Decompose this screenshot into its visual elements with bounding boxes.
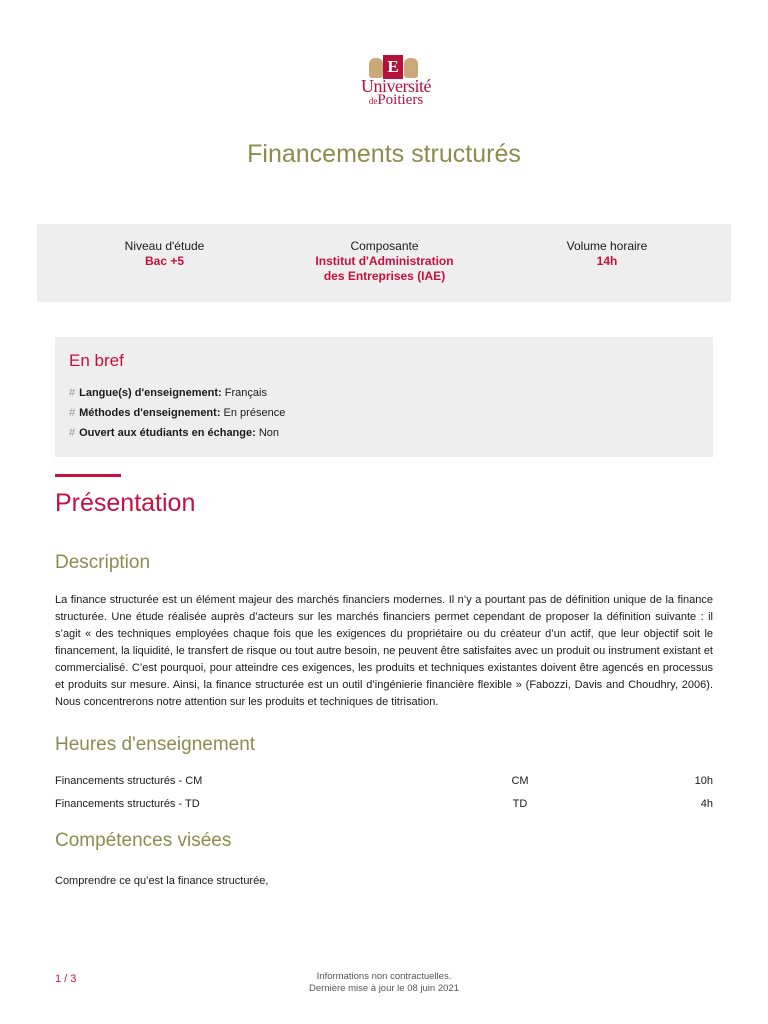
niveau-label: Niveau d'étude xyxy=(124,239,205,253)
hash-icon: # xyxy=(69,387,76,399)
heures-row-name: Financements structurés - TD xyxy=(55,798,200,810)
lion-right-icon xyxy=(404,58,418,78)
item-label: Méthodes d'enseignement: xyxy=(79,407,221,419)
description-heading: Description xyxy=(55,552,151,573)
en-bref-list xyxy=(69,383,285,443)
info-niveau xyxy=(97,239,232,269)
logo-text-poitiers: dePoitiers xyxy=(368,92,424,108)
item-value: Français xyxy=(224,387,267,399)
footer-line-2: Dernière mise à jour le 08 juin 2021 xyxy=(309,983,459,994)
section-divider xyxy=(55,474,121,477)
heures-heading: Heures d'enseignement xyxy=(55,734,256,755)
en-bref-box xyxy=(55,337,713,457)
item-value: Non xyxy=(258,427,280,439)
heures-row-name: Financements structurés - CM xyxy=(55,775,203,787)
en-bref-item-langue xyxy=(69,383,285,403)
hash-icon: # xyxy=(69,427,76,439)
en-bref-item-methodes xyxy=(69,403,285,423)
heures-row-hours: 4h xyxy=(700,798,713,810)
heures-row xyxy=(55,798,713,816)
item-label: Ouvert aux étudiants en échange: xyxy=(79,427,256,439)
page-title: Financements structurés xyxy=(247,140,521,168)
page-number: 1 / 3 xyxy=(55,973,77,985)
competences-heading: Compétences visées xyxy=(55,830,232,851)
footer-note xyxy=(234,971,534,995)
hash-icon: # xyxy=(69,407,76,419)
logo-text-universite: Université xyxy=(361,76,431,96)
heures-row-type: TD xyxy=(512,798,528,810)
description-text: La finance structurée est un élément majeur des marchés financiers modernes. Il n’y a pourtant pas de définition unique de la finance structurée. Une étude réalisée auprès d’acteurs sur les marchés financiers permet cependant de proposer la définition suivante : il s’agit « des techniques employées chaque fois que les exigences du propriétaire ou du créateur d’un actif, que leur objectif soit le financement, la liquidité, le transfert de risque ou tout autre besoin, ne peuvent être satisfaites avec un produit ou instrument existant et commercialisé. C’est pourquoi, pour atteindre ces exigences, les produits et techniques existantes doivent être agencés en processus et produits sur mesure. Ainsi, la finance structurée est un outil d’ingénierie financière flexible » (Fabozzi, Davis and Choudhry, 2006). Nous concentrerons notre attention sur les produits et techniques de titrisation. xyxy=(55,594,713,708)
volume-label: Volume horaire xyxy=(566,239,648,253)
footer-line-1: Informations non contractuelles. xyxy=(316,971,452,982)
item-value: En présence xyxy=(223,407,286,419)
item-label: Langue(s) d'enseignement: xyxy=(79,387,222,399)
volume-value: 14h xyxy=(596,254,618,268)
course-info-bar xyxy=(37,224,731,302)
en-bref-item-echange xyxy=(69,423,285,443)
competences-text: Comprendre ce qu’est la finance structurée, xyxy=(55,875,269,887)
info-composante xyxy=(292,239,477,284)
info-volume xyxy=(542,239,672,269)
lion-left-icon xyxy=(369,58,383,78)
composante-value-line1: Institut d'Administration xyxy=(315,254,454,268)
en-bref-title: En bref xyxy=(69,351,124,370)
presentation-heading: Présentation xyxy=(55,489,196,517)
crest-letter: E xyxy=(387,57,399,76)
university-logo xyxy=(362,50,432,110)
heures-row-hours: 10h xyxy=(694,775,713,787)
niveau-value: Bac +5 xyxy=(144,254,185,268)
composante-label: Composante xyxy=(350,239,419,253)
composante-value-line2: des Entreprises (IAE) xyxy=(323,269,446,283)
heures-row xyxy=(55,775,713,793)
heures-row-type: CM xyxy=(511,775,529,787)
